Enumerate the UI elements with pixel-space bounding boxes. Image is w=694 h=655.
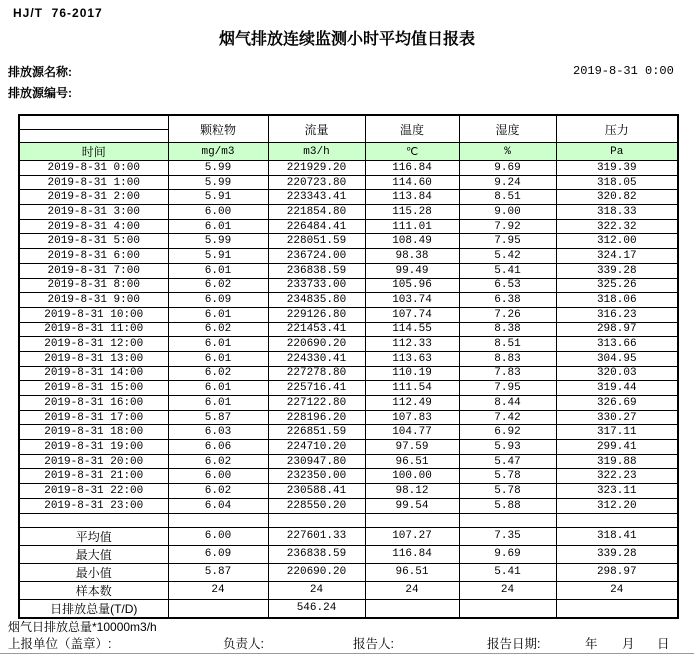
value-cell: 6.02 xyxy=(168,484,268,499)
summary-value-cell: 24 xyxy=(556,581,678,599)
unit-cell-particulate: mg/m3 xyxy=(168,143,268,161)
time-cell: 2019-8-31 4:00 xyxy=(19,219,168,234)
table-row xyxy=(19,366,678,381)
summary-value-cell: 5.87 xyxy=(168,563,268,581)
value-cell: 5.41 xyxy=(459,263,556,278)
value-cell: 323.11 xyxy=(556,484,678,499)
value-cell: 316.23 xyxy=(556,307,678,322)
value-cell: 105.96 xyxy=(365,278,459,293)
value-cell: 5.99 xyxy=(168,234,268,249)
value-cell: 7.95 xyxy=(459,381,556,396)
value-cell: 113.63 xyxy=(365,351,459,366)
footer-note: 烟气日排放总量*10000m3/h xyxy=(8,620,157,634)
table-row xyxy=(19,337,678,352)
table-row xyxy=(19,381,678,396)
value-cell: 233733.00 xyxy=(268,278,365,293)
header-row-top xyxy=(19,115,678,130)
time-cell: 2019-8-31 17:00 xyxy=(19,410,168,425)
value-cell: 6.00 xyxy=(168,205,268,220)
empty-cell xyxy=(19,513,168,527)
value-cell: 221453.41 xyxy=(268,322,365,337)
time-cell: 2019-8-31 5:00 xyxy=(19,234,168,249)
time-cell: 2019-8-31 10:00 xyxy=(19,307,168,322)
summary-value-cell: 7.35 xyxy=(459,527,556,545)
value-cell: 9.69 xyxy=(459,161,556,176)
table-row xyxy=(19,263,678,278)
value-cell: 6.02 xyxy=(168,278,268,293)
value-cell: 111.01 xyxy=(365,219,459,234)
table-row xyxy=(19,190,678,205)
year-label: 年 xyxy=(585,637,598,651)
value-cell: 298.97 xyxy=(556,322,678,337)
value-cell: 330.27 xyxy=(556,410,678,425)
summary-value-cell: 6.00 xyxy=(168,527,268,545)
table-row xyxy=(19,454,678,469)
column-header-humidity: 湿度 xyxy=(459,115,556,143)
empty-cell xyxy=(268,513,365,527)
value-cell: 5.47 xyxy=(459,454,556,469)
value-cell: 114.60 xyxy=(365,175,459,190)
table-row xyxy=(19,175,678,190)
value-cell: 6.04 xyxy=(168,498,268,513)
time-cell: 2019-8-31 15:00 xyxy=(19,381,168,396)
summary-value-cell: 24 xyxy=(168,581,268,599)
bottom-divider xyxy=(0,653,694,654)
table-row xyxy=(19,307,678,322)
summary-value-cell xyxy=(365,599,459,618)
report-table xyxy=(18,114,679,619)
value-cell: 6.09 xyxy=(168,293,268,308)
value-cell: 112.49 xyxy=(365,396,459,411)
report-datetime: 2019-8-31 0:00 xyxy=(573,64,674,78)
table-row xyxy=(19,234,678,249)
summary-value-cell: 318.41 xyxy=(556,527,678,545)
summary-row xyxy=(19,563,678,581)
value-cell: 8.51 xyxy=(459,190,556,205)
empty-cell xyxy=(459,513,556,527)
value-cell: 99.49 xyxy=(365,263,459,278)
value-cell: 5.91 xyxy=(168,190,268,205)
unit-cell-flow: m3/h xyxy=(268,143,365,161)
summary-value-cell xyxy=(168,599,268,618)
value-cell: 100.00 xyxy=(365,469,459,484)
summary-label: 最小值 xyxy=(19,563,168,581)
value-cell: 116.84 xyxy=(365,161,459,176)
value-cell: 5.99 xyxy=(168,175,268,190)
value-cell: 8.38 xyxy=(459,322,556,337)
value-cell: 6.03 xyxy=(168,425,268,440)
time-cell: 2019-8-31 6:00 xyxy=(19,249,168,264)
value-cell: 114.55 xyxy=(365,322,459,337)
value-cell: 234835.80 xyxy=(268,293,365,308)
value-cell: 6.38 xyxy=(459,293,556,308)
value-cell: 226484.41 xyxy=(268,219,365,234)
value-cell: 227278.80 xyxy=(268,366,365,381)
value-cell: 324.17 xyxy=(556,249,678,264)
summary-row xyxy=(19,599,678,618)
value-cell: 319.39 xyxy=(556,161,678,176)
summary-value-cell: 236838.59 xyxy=(268,545,365,563)
value-cell: 108.49 xyxy=(365,234,459,249)
value-cell: 325.26 xyxy=(556,278,678,293)
summary-value-cell: 298.97 xyxy=(556,563,678,581)
value-cell: 5.99 xyxy=(168,161,268,176)
column-header-temperature: 温度 xyxy=(365,115,459,143)
value-cell: 103.74 xyxy=(365,293,459,308)
value-cell: 232350.00 xyxy=(268,469,365,484)
empty-cell xyxy=(556,513,678,527)
summary-value-cell xyxy=(556,599,678,618)
table-row xyxy=(19,351,678,366)
value-cell: 223343.41 xyxy=(268,190,365,205)
time-cell: 2019-8-31 18:00 xyxy=(19,425,168,440)
time-cell: 2019-8-31 19:00 xyxy=(19,440,168,455)
value-cell: 221854.80 xyxy=(268,205,365,220)
value-cell: 7.83 xyxy=(459,366,556,381)
summary-value-cell: 546.24 xyxy=(268,599,365,618)
summary-label: 样本数 xyxy=(19,581,168,599)
value-cell: 6.00 xyxy=(168,469,268,484)
value-cell: 98.12 xyxy=(365,484,459,499)
value-cell: 5.91 xyxy=(168,249,268,264)
value-cell: 110.19 xyxy=(365,366,459,381)
value-cell: 313.66 xyxy=(556,337,678,352)
value-cell: 6.01 xyxy=(168,337,268,352)
summary-rows xyxy=(19,513,678,618)
value-cell: 99.54 xyxy=(365,498,459,513)
value-cell: 230947.80 xyxy=(268,454,365,469)
summary-value-cell: 220690.20 xyxy=(268,563,365,581)
summary-row xyxy=(19,527,678,545)
unit-cell-temperature: ℃ xyxy=(365,143,459,161)
time-cell: 2019-8-31 14:00 xyxy=(19,366,168,381)
value-cell: 339.28 xyxy=(556,263,678,278)
time-cell: 2019-8-31 23:00 xyxy=(19,498,168,513)
time-cell: 2019-8-31 8:00 xyxy=(19,278,168,293)
value-cell: 304.95 xyxy=(556,351,678,366)
value-cell: 320.03 xyxy=(556,366,678,381)
table-row xyxy=(19,469,678,484)
value-cell: 299.41 xyxy=(556,440,678,455)
time-cell: 2019-8-31 22:00 xyxy=(19,484,168,499)
table-row xyxy=(19,219,678,234)
value-cell: 229126.80 xyxy=(268,307,365,322)
value-cell: 98.38 xyxy=(365,249,459,264)
value-cell: 5.88 xyxy=(459,498,556,513)
time-cell: 2019-8-31 1:00 xyxy=(19,175,168,190)
table-row xyxy=(19,410,678,425)
value-cell: 322.32 xyxy=(556,219,678,234)
value-cell: 312.20 xyxy=(556,498,678,513)
value-cell: 224710.20 xyxy=(268,440,365,455)
value-cell: 6.01 xyxy=(168,307,268,322)
time-cell: 2019-8-31 3:00 xyxy=(19,205,168,220)
time-cell: 2019-8-31 20:00 xyxy=(19,454,168,469)
value-cell: 7.26 xyxy=(459,307,556,322)
summary-value-cell: 24 xyxy=(365,581,459,599)
value-cell: 6.53 xyxy=(459,278,556,293)
summary-row xyxy=(19,581,678,599)
value-cell: 322.23 xyxy=(556,469,678,484)
summary-value-cell: 227601.33 xyxy=(268,527,365,545)
report-date-label: 报告日期: xyxy=(487,637,541,651)
value-cell: 8.51 xyxy=(459,337,556,352)
value-cell: 111.54 xyxy=(365,381,459,396)
time-cell: 2019-8-31 7:00 xyxy=(19,263,168,278)
value-cell: 226851.59 xyxy=(268,425,365,440)
value-cell: 8.83 xyxy=(459,351,556,366)
value-cell: 7.42 xyxy=(459,410,556,425)
table-row xyxy=(19,396,678,411)
time-cell: 2019-8-31 11:00 xyxy=(19,322,168,337)
summary-label: 日排放总量(T/D) xyxy=(19,599,168,618)
unit-cell-humidity: % xyxy=(459,143,556,161)
column-header-particulate: 颗粒物 xyxy=(168,115,268,143)
value-cell: 312.00 xyxy=(556,234,678,249)
reporter-label: 报告人: xyxy=(353,637,394,651)
summary-label: 最大值 xyxy=(19,545,168,563)
value-cell: 5.42 xyxy=(459,249,556,264)
table-row xyxy=(19,484,678,499)
time-cell: 2019-8-31 12:00 xyxy=(19,337,168,352)
value-cell: 115.28 xyxy=(365,205,459,220)
time-cell: 2019-8-31 13:00 xyxy=(19,351,168,366)
source-code-label: 排放源编号: xyxy=(8,86,72,100)
header-empty-cell xyxy=(19,115,168,130)
value-cell: 224330.41 xyxy=(268,351,365,366)
summary-value-cell xyxy=(459,599,556,618)
table-header xyxy=(19,115,678,161)
value-cell: 6.01 xyxy=(168,351,268,366)
value-cell: 320.82 xyxy=(556,190,678,205)
summary-value-cell: 6.09 xyxy=(168,545,268,563)
value-cell: 6.01 xyxy=(168,381,268,396)
value-cell: 107.83 xyxy=(365,410,459,425)
value-cell: 318.33 xyxy=(556,205,678,220)
table-row xyxy=(19,278,678,293)
value-cell: 228196.20 xyxy=(268,410,365,425)
column-header-pressure: 压力 xyxy=(556,115,678,143)
value-cell: 318.06 xyxy=(556,293,678,308)
table-row xyxy=(19,205,678,220)
value-cell: 6.92 xyxy=(459,425,556,440)
time-cell: 2019-8-31 2:00 xyxy=(19,190,168,205)
value-cell: 318.05 xyxy=(556,175,678,190)
value-cell: 97.59 xyxy=(365,440,459,455)
summary-value-cell: 107.27 xyxy=(365,527,459,545)
value-cell: 9.00 xyxy=(459,205,556,220)
standard-code: HJ/T 76-2017 xyxy=(13,6,103,20)
value-cell: 104.77 xyxy=(365,425,459,440)
data-rows xyxy=(19,161,678,514)
unit-cell-pressure: Pa xyxy=(556,143,678,161)
value-cell: 5.78 xyxy=(459,484,556,499)
source-name-label: 排放源名称: xyxy=(8,65,72,79)
summary-value-cell: 9.69 xyxy=(459,545,556,563)
value-cell: 228550.20 xyxy=(268,498,365,513)
summary-value-cell: 96.51 xyxy=(365,563,459,581)
summary-label: 平均值 xyxy=(19,527,168,545)
value-cell: 228051.59 xyxy=(268,234,365,249)
value-cell: 6.02 xyxy=(168,454,268,469)
table-row xyxy=(19,425,678,440)
value-cell: 6.01 xyxy=(168,263,268,278)
value-cell: 7.92 xyxy=(459,219,556,234)
value-cell: 221929.20 xyxy=(268,161,365,176)
value-cell: 107.74 xyxy=(365,307,459,322)
time-header-cell: 时间 xyxy=(19,143,168,161)
value-cell: 319.44 xyxy=(556,381,678,396)
page-title: 烟气排放连续监测小时平均值日报表 xyxy=(218,31,475,48)
summary-value-cell: 339.28 xyxy=(556,545,678,563)
month-label: 月 xyxy=(622,637,635,651)
value-cell: 6.02 xyxy=(168,322,268,337)
table-row xyxy=(19,322,678,337)
day-label: 日 xyxy=(657,637,670,651)
value-cell: 225716.41 xyxy=(268,381,365,396)
summary-row xyxy=(19,545,678,563)
spacer-row xyxy=(19,513,678,527)
empty-cell xyxy=(168,513,268,527)
summary-value-cell: 24 xyxy=(459,581,556,599)
value-cell: 8.44 xyxy=(459,396,556,411)
summary-value-cell: 116.84 xyxy=(365,545,459,563)
column-header-flow: 流量 xyxy=(268,115,365,143)
time-cell: 2019-8-31 9:00 xyxy=(19,293,168,308)
summary-value-cell: 5.41 xyxy=(459,563,556,581)
table-row xyxy=(19,498,678,513)
value-cell: 220723.80 xyxy=(268,175,365,190)
header-empty-cell xyxy=(19,130,168,143)
value-cell: 319.88 xyxy=(556,454,678,469)
value-cell: 113.84 xyxy=(365,190,459,205)
value-cell: 6.06 xyxy=(168,440,268,455)
value-cell: 220690.20 xyxy=(268,337,365,352)
time-cell: 2019-8-31 0:00 xyxy=(19,161,168,176)
table-row xyxy=(19,249,678,264)
report-unit-label: 上报单位（盖章）: xyxy=(8,637,112,651)
value-cell: 230588.41 xyxy=(268,484,365,499)
value-cell: 5.87 xyxy=(168,410,268,425)
table-row xyxy=(19,161,678,176)
table-row xyxy=(19,440,678,455)
value-cell: 317.11 xyxy=(556,425,678,440)
value-cell: 112.33 xyxy=(365,337,459,352)
value-cell: 227122.80 xyxy=(268,396,365,411)
empty-cell xyxy=(365,513,459,527)
value-cell: 326.69 xyxy=(556,396,678,411)
value-cell: 96.51 xyxy=(365,454,459,469)
summary-value-cell: 24 xyxy=(268,581,365,599)
responsible-person-label: 负责人: xyxy=(223,637,264,651)
value-cell: 6.02 xyxy=(168,366,268,381)
time-cell: 2019-8-31 16:00 xyxy=(19,396,168,411)
value-cell: 236724.00 xyxy=(268,249,365,264)
value-cell: 9.24 xyxy=(459,175,556,190)
value-cell: 236838.59 xyxy=(268,263,365,278)
value-cell: 6.01 xyxy=(168,219,268,234)
units-row xyxy=(19,143,678,161)
value-cell: 6.01 xyxy=(168,396,268,411)
time-cell: 2019-8-31 21:00 xyxy=(19,469,168,484)
value-cell: 5.93 xyxy=(459,440,556,455)
value-cell: 5.78 xyxy=(459,469,556,484)
value-cell: 7.95 xyxy=(459,234,556,249)
table-row xyxy=(19,293,678,308)
